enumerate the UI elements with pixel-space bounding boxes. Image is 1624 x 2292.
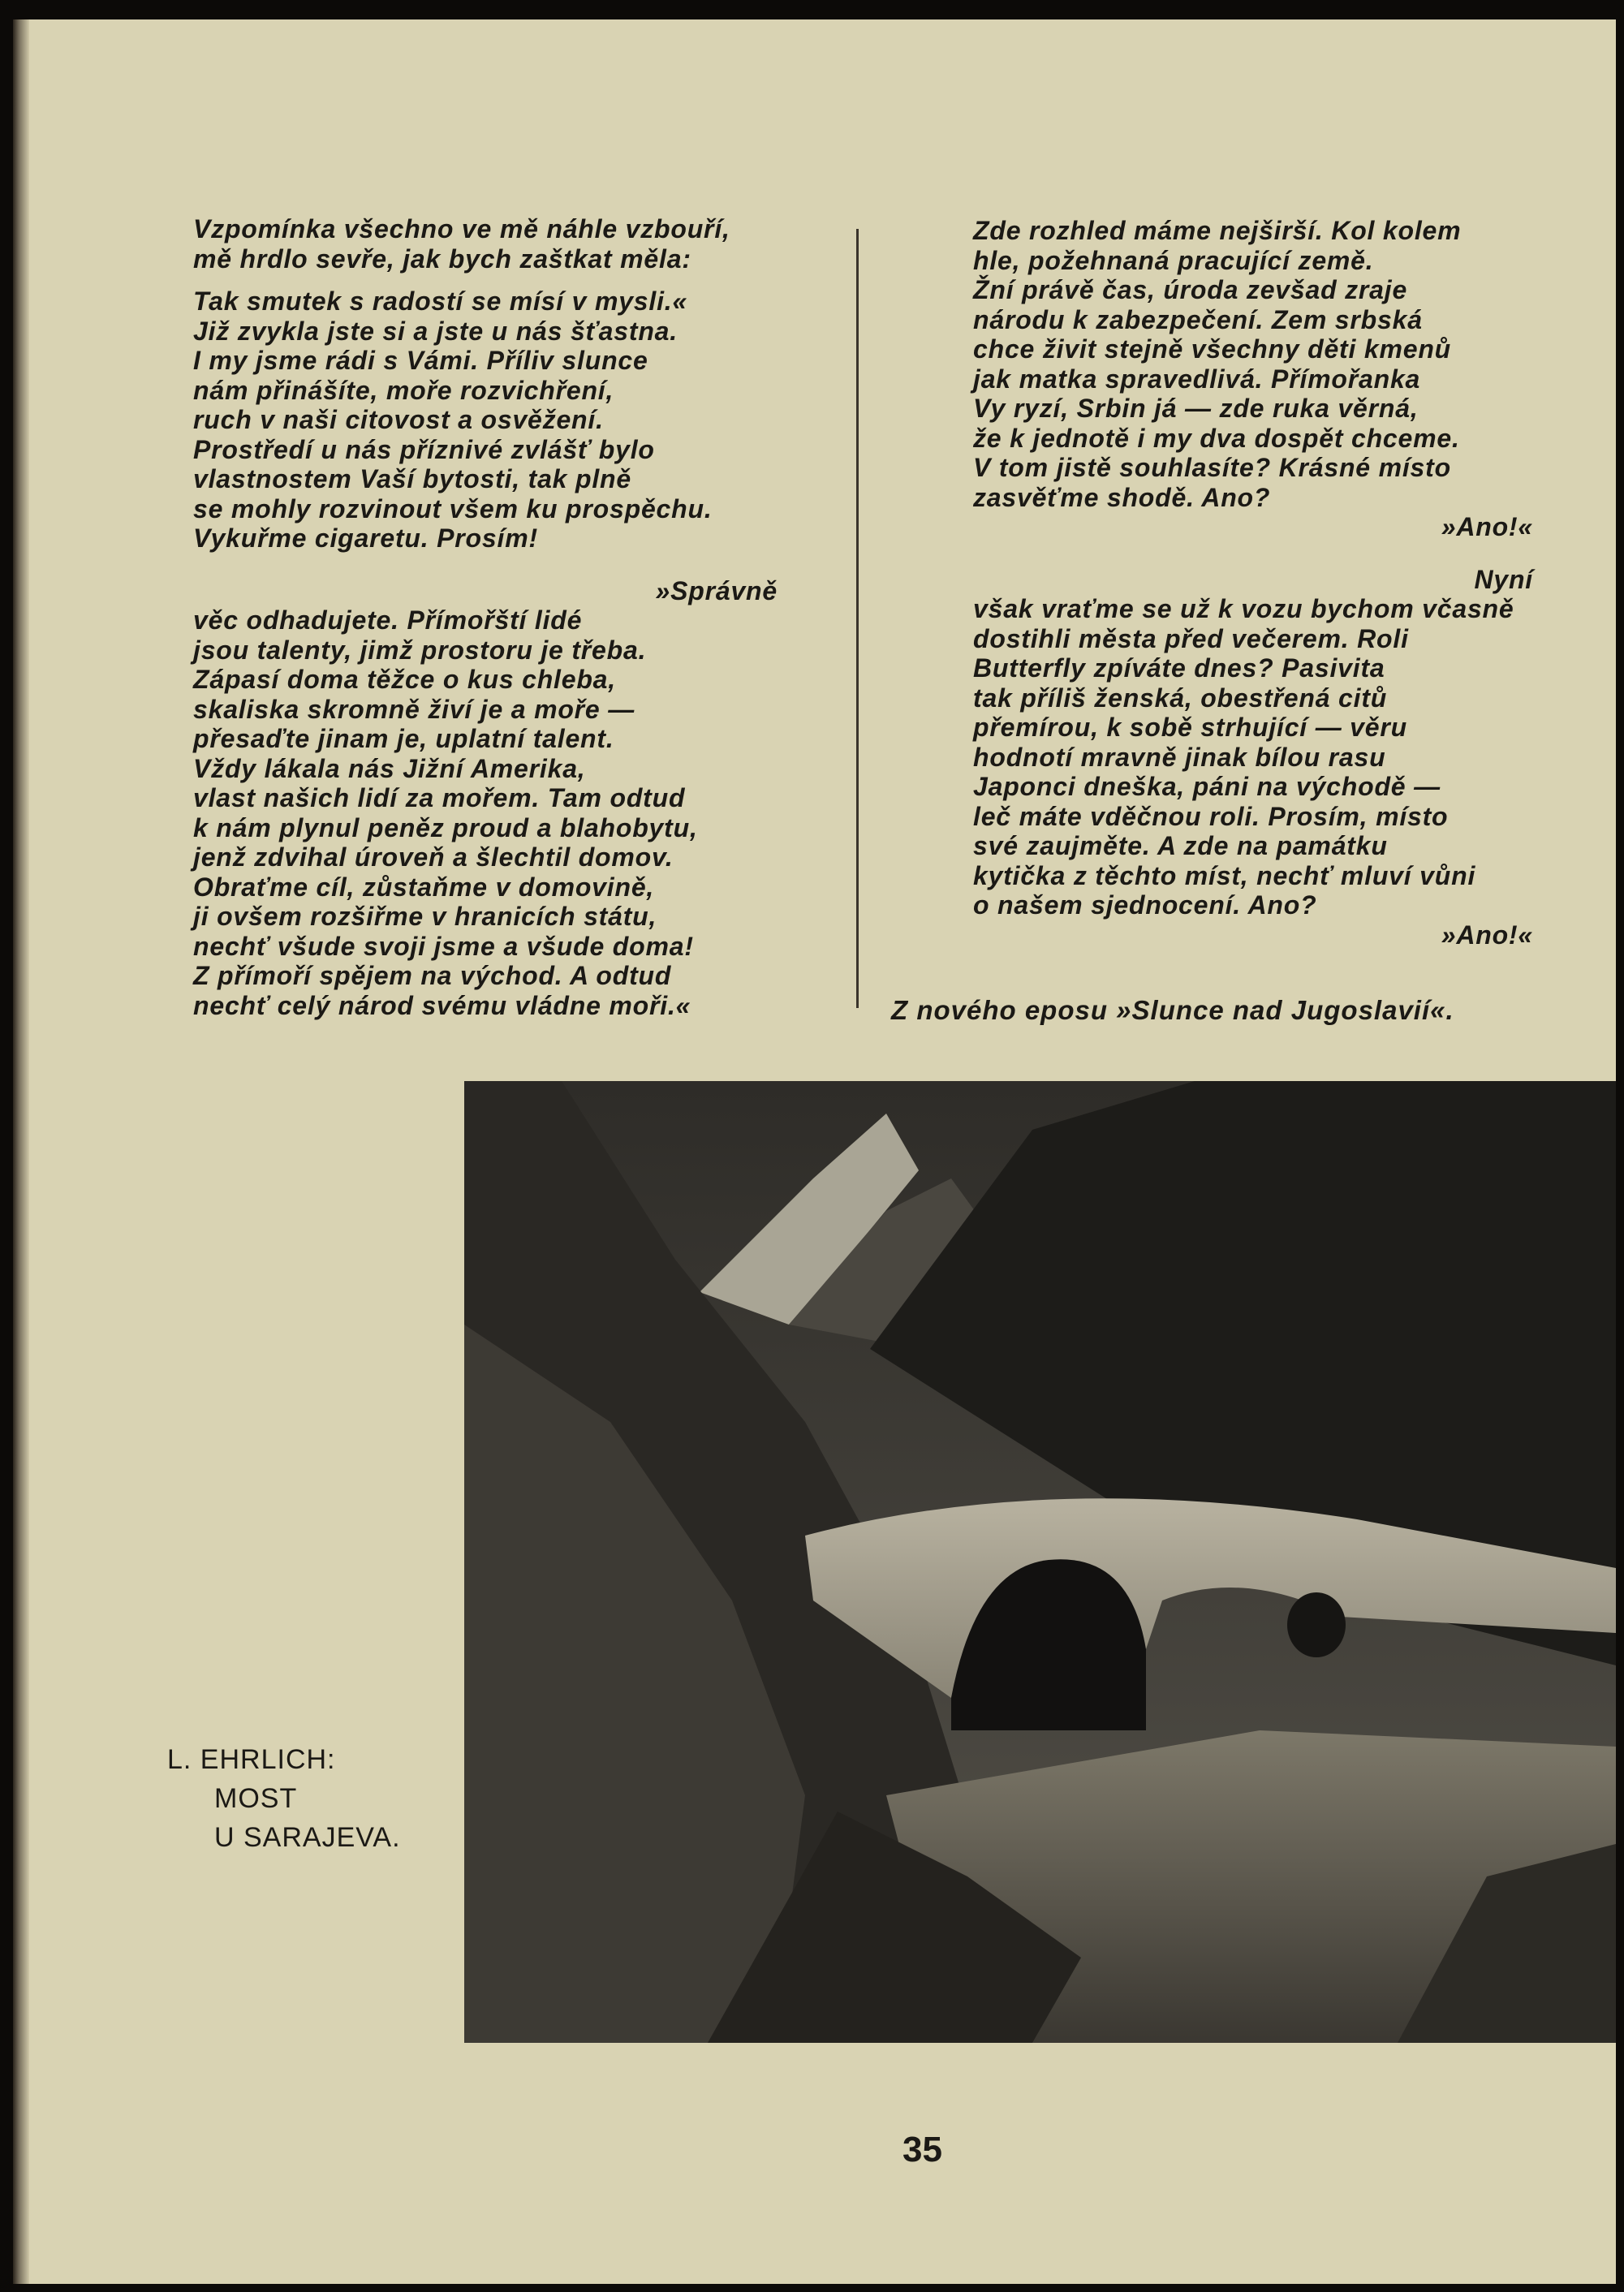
poem-line: »Ano!« <box>1441 512 1533 541</box>
poem-line: jsou talenty, jimž prostoru je třeba. <box>193 635 647 665</box>
poem-line: hle, požehnaná pracující země. <box>973 245 1374 275</box>
binding-edge <box>13 19 29 2284</box>
poem-line: Tak smutek s radostí se mísí v mysli.« <box>193 286 688 316</box>
poem-line: vlastnostem Vaší bytosti, tak plně <box>193 464 631 493</box>
poem-line: hodnotí mravně jinak bílou rasu <box>973 742 1386 772</box>
caption-title: U SARAJEVA. <box>214 1822 401 1853</box>
poem-line: Vykuřme cigaretu. Prosím! <box>193 523 538 553</box>
poem-line: Vzpomínka všechno ve mě náhle vzbouří, <box>193 214 730 243</box>
poem-line: Japonci dneška, páni na východě — <box>973 772 1441 801</box>
poem-line: vlast našich lidí za mořem. Tam odtud <box>193 783 686 812</box>
poem-line: mě hrdlo sevře, jak bych zaštkat měla: <box>193 243 691 274</box>
poem-line: však vraťme se už k vozu bychom včasně <box>973 594 1514 623</box>
poem-line: Nyní <box>1474 564 1533 594</box>
poem-line: k nám plynul peněz proud a blahobytu, <box>193 812 698 842</box>
poem-line: ruch v naši citovost a osvěžení. <box>193 405 604 434</box>
poem-line: chce živit stejně všechny děti kmenů <box>973 334 1452 364</box>
magazine-page <box>13 19 1616 2284</box>
poem-line: věc odhadujete. Přímořští lidé <box>193 605 583 635</box>
poem-line: jak matka spravedlivá. Přímořanka <box>973 364 1421 394</box>
source-line: Z nového eposu »Slunce nad Jugoslavií«. <box>891 995 1454 1025</box>
poem-line: Z přímoří spějem na východ. A odtud <box>193 961 672 990</box>
caption-author: L. EHRLICH: <box>167 1744 336 1775</box>
poem-line: Prostředí u nás příznivé zvlášť bylo <box>193 434 655 464</box>
painting-image <box>464 1081 1616 2043</box>
poem-line: ji ovšem rozšiřme v hranicích státu, <box>193 902 657 931</box>
poem-line: Vy ryzí, Srbin já — zde ruka věrná, <box>973 394 1419 423</box>
poem-line: nám přinášíte, moře rozvichření, <box>193 375 614 405</box>
painting-illustration <box>464 1081 1616 2043</box>
poem-line: nechť všude svoji jsme a všude doma! <box>193 931 694 961</box>
poem-line: Vždy lákala nás Jižní Amerika, <box>193 753 586 783</box>
poem-line: Obraťme cíl, zůstaňme v domovině, <box>193 872 655 902</box>
poem-line: »Správně <box>655 575 778 605</box>
poem-line: Zde rozhled máme nejširší. Kol kolem <box>973 216 1462 245</box>
poem-column-right <box>973 216 1533 950</box>
column-divider <box>856 229 859 1008</box>
poem-line: přemírou, k sobě strhující — věru <box>973 713 1407 742</box>
poem-line: o našem sjednocení. Ano? <box>973 890 1317 920</box>
poem-line: zasvěťme shodě. Ano? <box>973 482 1271 512</box>
caption-title: MOST <box>214 1783 298 1814</box>
poem-line: národu k zabezpečení. Zem srbská <box>973 304 1423 334</box>
poem-line: nechť celý národ svému vládne moři.« <box>193 990 691 1020</box>
poem-line: že k jednotě i my dva dospět chceme. <box>973 423 1460 453</box>
poem-line: I my jsme rádi s Vámi. Příliv slunce <box>193 346 648 375</box>
poem-line: »Ano!« <box>1441 920 1533 950</box>
poem-line: skaliska skromně živí je a moře — <box>193 694 635 724</box>
painting-caption <box>167 1740 401 1857</box>
poem-line: kytička z těchto míst, nechť mluví vůni <box>973 860 1476 890</box>
page-number: 35 <box>902 2130 942 2169</box>
poem-line: se mohly rozvinout všem ku prospěchu. <box>193 493 713 523</box>
poem-line: V tom jistě souhlasíte? Krásné místo <box>973 453 1451 482</box>
poem-line: Žní právě čas, úroda zevšad zraje <box>973 275 1408 304</box>
poem-line: tak příliš ženská, obestřená citů <box>973 683 1388 713</box>
poem-line: Butterfly zpíváte dnes? Pasivita <box>973 653 1385 683</box>
poem-line: Zápasí doma těžce o kus chleba, <box>193 665 616 694</box>
poem-line: své zaujměte. A zde na památku <box>973 831 1388 860</box>
poem-line: leč máte vděčnou roli. Prosím, místo <box>973 801 1449 831</box>
poem-line: Již zvykla jste si a jste u nás šťastna. <box>193 316 678 346</box>
poem-line: přesaďte jinam je, uplatní talent. <box>193 724 614 753</box>
poem-line: jenž zdvihal úroveň a šlechtil domov. <box>193 842 674 872</box>
poem-line: dostihli města před večerem. Roli <box>973 623 1409 653</box>
poem-column-left <box>193 214 778 1020</box>
